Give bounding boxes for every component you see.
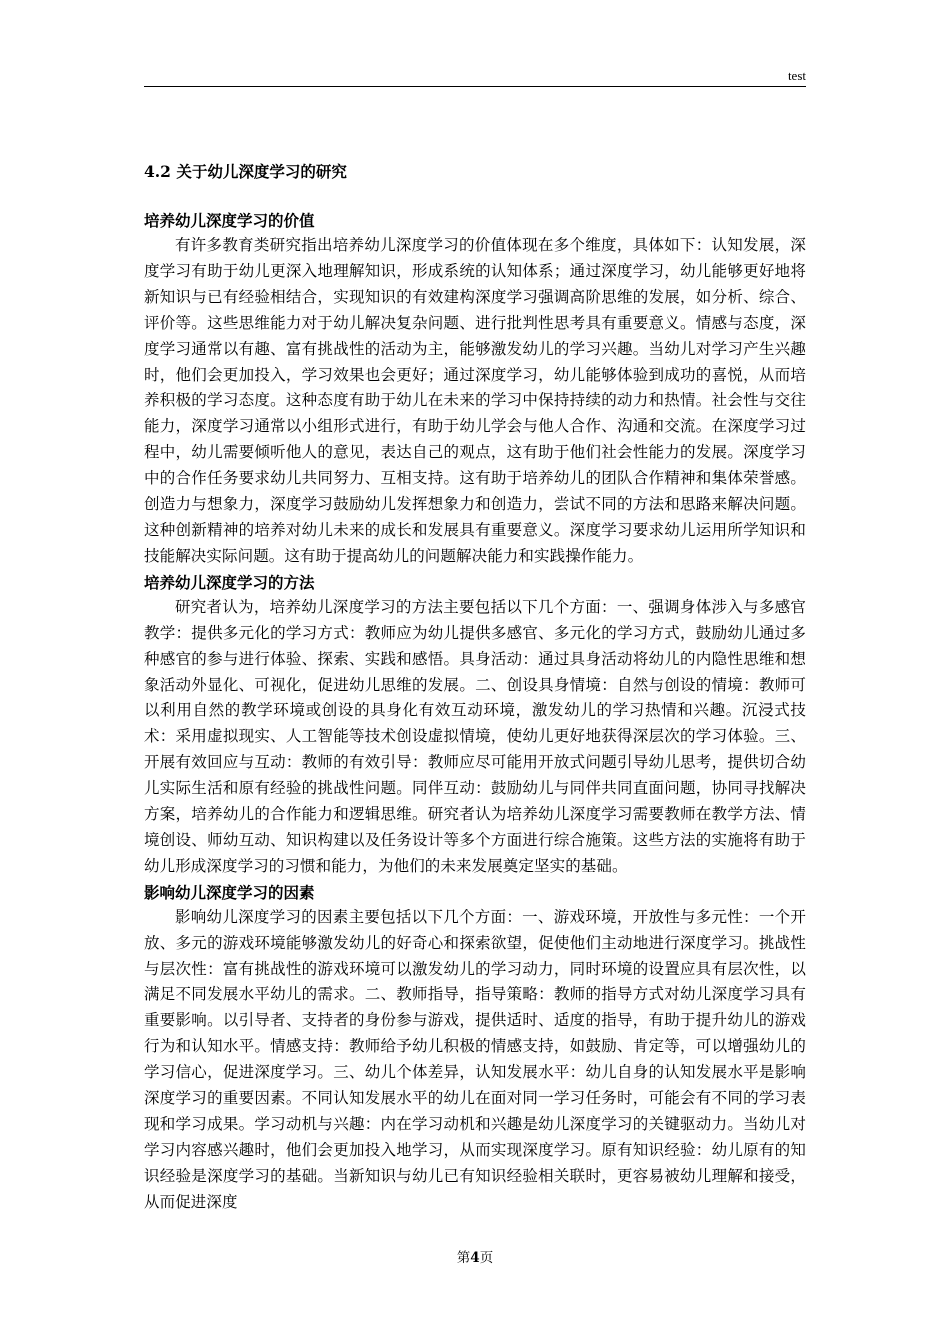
spacer xyxy=(144,186,806,208)
page-header-text: test xyxy=(787,68,806,83)
section-title: 4.2 关于幼儿深度学习的研究 xyxy=(144,162,347,181)
subheading-methods: 培养幼儿深度学习的方法 xyxy=(144,572,315,592)
subheading-value: 培养幼儿深度学习的价值 xyxy=(144,211,315,230)
paragraph-value: 有许多教育类研究指出培养幼儿深度学习的价值体现在多个维度，具体如下：认知发展，深度学习有助于幼儿更深入地理解知识，形成系统的认知体系；通过深度学习，幼儿能够更好地将新知识与已有经验相结合，实现知识的有效建构深度学习强调高阶思维的发展，如分析、综合、评价等。这些思维能力对于幼儿解决复杂问题、进行批判性思考具有重要意义。情感与态度，深度学习通常以有趣、富有挑战性的活动为主，能够激发幼儿的学习兴趣。当幼儿对学习产生兴趣时，他们会更加投入，学习效果也会更好；通过深度学习，幼儿能够体验到成功的喜悦，从而培养积极的学习态度。这种态度有助于幼儿在未来的学习中保持持续的动力和热情。社会性与交往能力，深度学习通常以小组形式进行，有助于幼儿学会与他人合作、沟通和交流。在深度学习过程中，幼儿需要倾听他人的意见，表达自己的观点，这有助于他们社会性能力的发展。深度学习中的合作任务要求幼儿共同努力、互相支持。这有助于培养幼儿的团队合作精神和集体荣誉感。创造力与想象力，深度学习鼓励幼儿发挥想象力和创造力，尝试不同的方法和思路来解决问题。这种创新精神的培养对幼儿未来的成长和发展具有重要意义。深度学习要求幼儿运用所学知识和技能解决实际问题。这有助于提高幼儿的问题解决能力和实践操作能力。 xyxy=(144,236,806,565)
document-body xyxy=(144,158,806,1216)
header-rule xyxy=(144,86,806,87)
page-suffix: 页 xyxy=(479,1250,494,1266)
paragraph-factors: 影响幼儿深度学习的因素主要包括以下几个方面：一、游戏环境，开放性与多元性：一个开放、多元的游戏环境能够激发幼儿的好奇心和探索欲望，促使他们主动地进行深度学习。挑战性与层次性：富有挑战性的游戏环境可以激发幼儿的学习动力，同时环境的设置应具有层次性，以满足不同发展水平幼儿的需求。二、教师指导，指导策略：教师的指导方式对幼儿深度学习具有重要影响。以引导者、支持者的身份参与游戏，提供适时、适度的指导，有助于提升幼儿的游戏行为和认知水平。情感支持：教师给予幼儿积极的情感支持，如鼓励、肯定等，可以增强幼儿的学习信心，促进深度学习。三、幼儿个体差异，认知发展水平：幼儿自身的认知发展水平是影响深度学习的重要因素。不同认知发展水平的幼儿在面对同一学习任务时，可能会有不同的学习表现和学习成果。学习动机与兴趣：内在学习动机和兴趣是幼儿深度学习的关键驱动力。当幼儿对学习内容感兴趣时，他们会更加投入地学习，从而实现深度学习。原有知识经验：幼儿原有的知识经验是深度学习的基础。当新知识与幼儿已有知识经验相关联时，更容易被幼儿理解和接受，从而促进深度 xyxy=(144,907,806,1211)
subheading-factors: 影响幼儿深度学习的因素 xyxy=(144,882,315,902)
page-prefix: 第 xyxy=(456,1250,471,1266)
page-footer xyxy=(0,1246,950,1266)
paragraph-methods: 研究者认为，培养幼儿深度学习的方法主要包括以下几个方面：一、强调身体涉入与多感官教学：提供多元化的学习方式：教师应为幼儿提供多感官、多元化的学习方式，鼓励幼儿通过多种感官的参与进行体验、探索、实践和感悟。具身活动：通过具身活动将幼儿的内隐性思维和想象活动外显化、可视化，促进幼儿思维的发展。二、创设具身情境：自然与创设的情境：教师可以利用自然的教学环境或创设的具身化有效互动环境，激发幼儿的学习热情和兴趣。沉浸式技术：采用虚拟现实、人工智能等技术创设虚拟情境，使幼儿更好地获得深层次的学习体验。三、开展有效回应与互动：教师的有效引导：教师应尽可能用开放式问题引导幼儿思考，提供切合幼儿实际生活和原有经验的挑战性问题。同伴互动：鼓励幼儿与同伴共同直面问题，协同寻找解决方案，培养幼儿的合作能力和逻辑思维。研究者认为培养幼儿深度学习需要教师在教学方法、情境创设、师幼互动、知识构建以及任务设计等多个方面进行综合施策。这些方法的实施将有助于幼儿形成深度学习的习惯和能力，为他们的未来发展奠定坚实的基础。 xyxy=(144,597,806,875)
page-number: 4 xyxy=(470,1250,480,1266)
